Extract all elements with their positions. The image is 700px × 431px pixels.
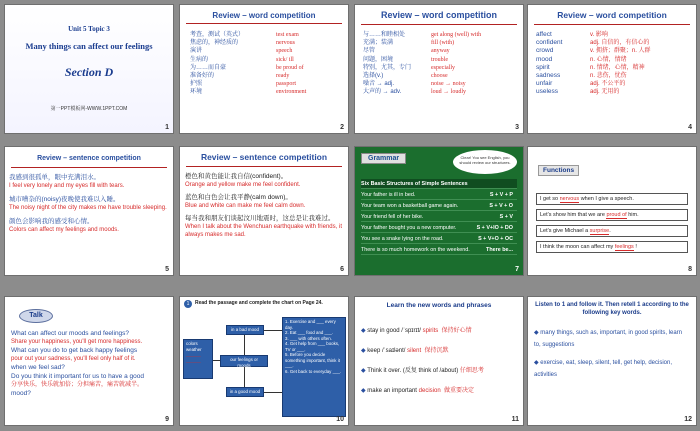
function-sentence: I think the moon can affect my feelings ! — [536, 241, 688, 253]
speech-bubble: Clear! You see English, you should review our structures. — [453, 150, 517, 174]
slide-title: Many things can affect our feelings — [25, 41, 153, 51]
title-divider — [361, 24, 517, 25]
slide-title: Learn the new words and phrases — [386, 302, 492, 309]
slide-title: Listen to 1 and follow it. Then retell 1 according to the following key words. — [535, 302, 689, 316]
slide-number: 9 — [165, 416, 169, 423]
slide-number: 5 — [165, 266, 169, 273]
slide-thumbnail-7[interactable] — [354, 146, 524, 276]
factor-box: colors weather ______ ______ — [183, 339, 213, 379]
grammar-row: Your father bought you a new computer. S + V+IO + DO — [361, 223, 517, 233]
unit-label: Unit 5 Topic 3 — [68, 25, 110, 33]
connector-line — [264, 392, 282, 393]
grammar-row: Your team won a basketball game again. S + V + O — [361, 201, 517, 211]
section-label: Section D — [64, 65, 114, 79]
function-sentence: I get so nervous when I give a speech. — [536, 193, 688, 205]
title-divider — [186, 166, 342, 167]
slide-number: 4 — [688, 124, 692, 131]
slide-number: 12 — [684, 416, 692, 423]
english-word-list: test exam nervous speech sick/ ill be proud of ready passport environment — [276, 32, 307, 96]
english-word-list: get along (well) with fill (with) anyway trouble especially choose noise → noisy loud → loudly — [431, 32, 482, 96]
grammar-table-header: Six Basic Structures of Simple Sentences — [361, 179, 517, 189]
sentence-list: 我感到很孤单，眼中充满泪水。 I feel very lonely and my eyes fill with tears. 城市嘈杂的(noisy)夜晚使我难以入睡。 The noisy night of the city makes me have trouble sleeping. 颜色会影响我的感受和心情。 Colors can affect my feelings and moods. — [9, 174, 167, 233]
functions-title: Functions — [538, 165, 579, 176]
slide-thumbnail-11[interactable] — [354, 296, 524, 426]
slide-thumbnail-1[interactable] — [4, 4, 174, 134]
slide-thumbnail-12[interactable] — [527, 296, 697, 426]
grammar-row: Your friend fell of her bike. S + V — [361, 212, 517, 222]
grammar-row: Your father is ill in bed. S + V + P — [361, 190, 517, 200]
slide-number: 11 — [511, 416, 519, 423]
slide-title: Review – sentence competition — [200, 152, 328, 162]
title-divider — [186, 23, 342, 24]
connector-line — [264, 330, 282, 331]
connector-line — [244, 335, 245, 355]
slide-thumbnail-8[interactable] — [527, 146, 697, 276]
english-word-list: affect confident crowd mood spirit sadness unfair useless — [536, 31, 563, 96]
slide-number: 7 — [515, 266, 519, 273]
connector-line — [244, 367, 245, 387]
talk-questions: What can affect our moods and feelings? Share your happiness, you'll get more happiness. What can you do to get back happy feelings pour out your sadness, you'll feel only half of it. when we feel sad? Do you think it important for us to have a good 分享快乐，快乐就加倍；分担痛苦，痛苦就减半。 mood? — [11, 330, 144, 397]
keyword-list: ◆ many things, such as, important, in good spirits, learn to, suggestions ◆ exercise, eat, sleep, silent, tell, get help, decision, activities — [534, 330, 683, 378]
slide-number: 3 — [515, 124, 519, 131]
footer-text: 第一PPT模板网-WWW.1PPT.COM — [50, 106, 128, 112]
number-badge: 1 — [184, 300, 192, 308]
function-sentence: Let's show him that we are proud of him. — [536, 209, 688, 221]
slide-title: Review – word competition — [557, 10, 667, 20]
sentence-list: 橙色和黄色能让我自信(confident)。 Orange and yellow make me feel confident. 蓝色和白色会让我平静(calm down)。 Blue and white can make me feel calm down. 每当我和朋友们谈起汶川地震时，这总是让我难过。 When I talk about the Wenchuan earthquake with friends, it always makes me sad. — [185, 173, 342, 238]
slide-title: Review – sentence competition — [37, 155, 141, 162]
slide-thumbnail-4[interactable] — [527, 4, 697, 134]
slide-number: 2 — [340, 124, 344, 131]
chinese-meaning-list: v. 影响 adj. 自信的，有信心的 v. 拥挤；群聚；n. 人群 n. 心情，情绪 n. 情绪，心情，精神 n. 悲伤，忧伤 adj. 不公平的 adj. 无用的 — [590, 32, 651, 96]
title-divider — [11, 167, 167, 168]
grammar-title: Grammar — [361, 153, 406, 164]
title-divider — [534, 24, 690, 25]
good-mood-box: in a good mood — [226, 387, 264, 397]
slide-thumbnail-2[interactable] — [179, 4, 349, 134]
slide-number: 1 — [165, 124, 169, 131]
bad-mood-box: in a bad mood — [226, 325, 264, 335]
slide-number: 10 — [336, 416, 344, 423]
slide-thumbnail-3[interactable] — [354, 4, 524, 134]
slide-thumbnail-5[interactable] — [4, 146, 174, 276]
slide-thumbnail-9[interactable] — [4, 296, 174, 426]
grammar-row: You see a snake lying on the road. S + V+O + OC — [361, 234, 517, 244]
talk-title: Talk — [19, 309, 53, 323]
slide-number: 6 — [340, 266, 344, 273]
phrase-list: ◆ stay in good /ˈspɪrɪt/ spirits 保持好心情 ◆ keep /ˈsaɪlənt/ silent 保持沉默 ◆ Think it over. (反复 think of /about) 仔细思考 ◆ make an important decision 做重要决定 — [361, 328, 484, 394]
slide-thumbnail-6[interactable] — [179, 146, 349, 276]
chinese-word-list: 与……和睦相处 充满；装满 尽管 问题，困境 特别，尤其，专门 选择(v.) 噪音 → adj. 大声的 → adv. — [363, 32, 412, 96]
task-instruction: Read the passage and complete the chart on Page 24. — [195, 300, 323, 306]
slide-title: Review – word competition — [380, 10, 498, 20]
feelings-box: our feelings or moods — [220, 355, 268, 367]
function-sentence: Let's give Michael a surprise. — [536, 225, 688, 237]
slide-number: 8 — [688, 266, 692, 273]
chinese-word-list: 考查，测试（英式） 焦虑的，神经质的 演讲 生病的 为……而自豪 准备好的 护照 环境 — [190, 32, 245, 96]
slide-thumbnail-10[interactable] — [179, 296, 349, 426]
grammar-row: There is so much homework on the weekend. There be... — [361, 245, 517, 255]
slide-title: Review – word competition — [212, 11, 316, 20]
connector-line — [213, 360, 220, 361]
suggestions-box: 1. Exercise and ___ every day. 2. Eat ___ food and ___. 3. ___ with others often. 4. Get help from ___ books, TV or ___. 5. Before you decide something important, think it ___. 6. Get back to everyday ___. — [282, 317, 346, 417]
